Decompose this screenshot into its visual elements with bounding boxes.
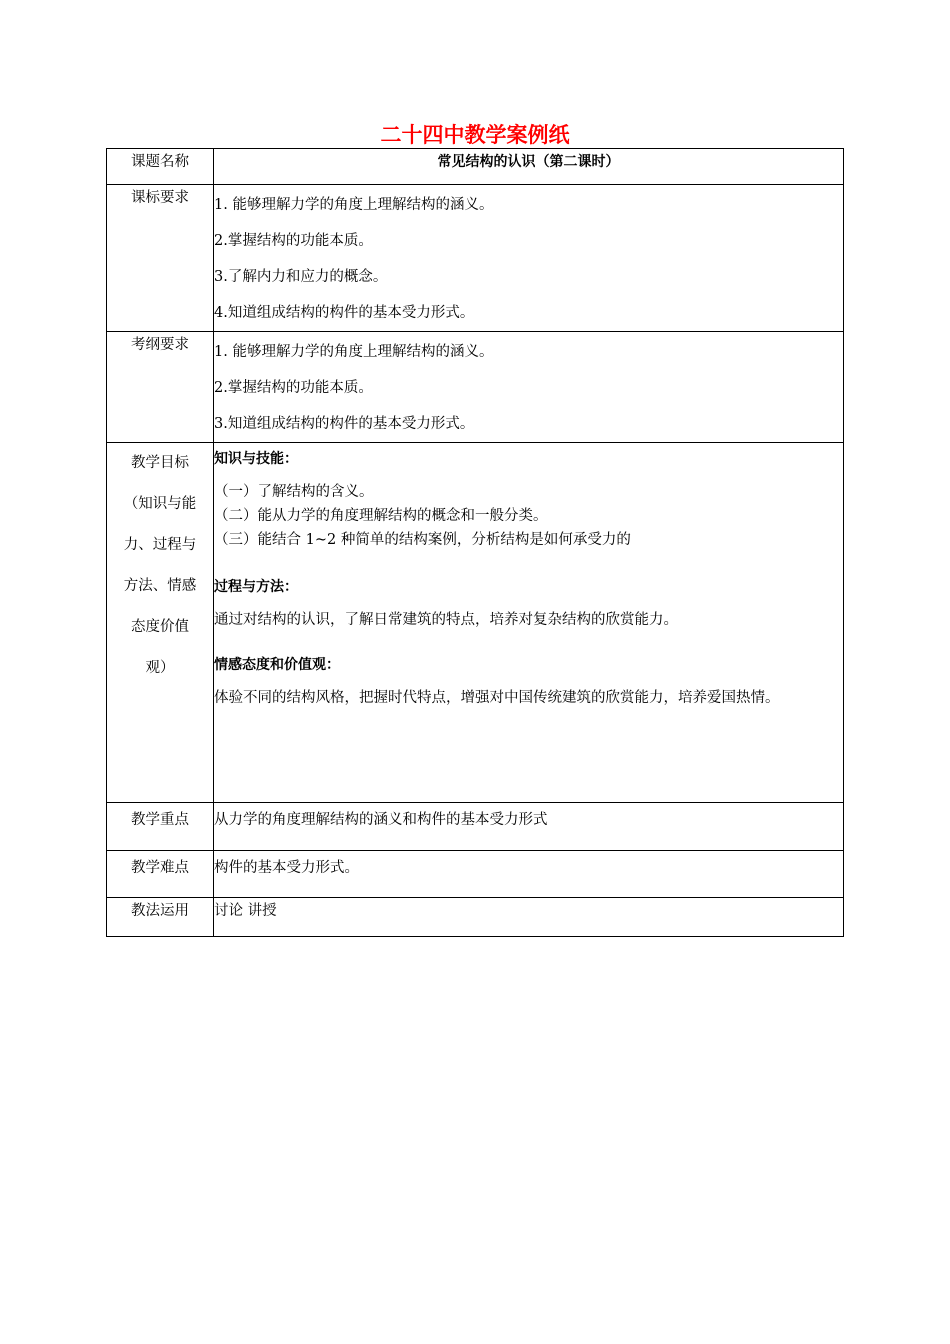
knowledge-item: （一）了解结构的含义。 [214,484,374,500]
topic-value: 常见结构的认识（第二课时） [437,154,620,170]
key-point-label: 教学重点 [131,812,189,828]
method-label: 教法运用 [131,903,189,919]
goals-label-line: 观） [145,660,175,676]
exam-item: 3.知道组成结构的构件的基本受力形式。 [214,416,475,432]
topic-label-cell [107,149,214,185]
emotion-heading: 情感态度和价值观： [214,657,340,673]
goals-label-line: 方法、情感 [123,578,197,594]
goals-label-line: 态度价值 [131,619,189,635]
table-row [107,443,844,803]
key-point-value-cell [214,803,844,851]
key-point-label-cell [107,803,214,851]
curriculum-label: 课标要求 [131,190,189,206]
curriculum-content-cell [214,185,844,332]
table-row [107,898,844,937]
method-label-cell [107,898,214,937]
goals-label-line: （知识与能 [123,496,197,512]
difficulty-label-cell [107,851,214,898]
exam-label-cell [107,332,214,443]
emotion-text: 体验不同的结构风格，把握时代特点，增强对中国传统建筑的欣赏能力，培养爱国热情。 [214,690,780,706]
process-heading: 过程与方法： [214,579,298,595]
process-text: 通过对结构的认识，了解日常建筑的特点，培养对复杂结构的欣赏能力。 [214,612,678,628]
table-row [107,332,844,443]
exam-label: 考纲要求 [131,337,189,353]
curriculum-label-cell [107,185,214,332]
lesson-case-table [106,148,844,937]
difficulty-value: 构件的基本受力形式。 [214,860,359,876]
key-point-value: 从力学的角度理解结构的涵义和构件的基本受力形式 [214,812,548,828]
table-row [107,803,844,851]
table-row [107,851,844,898]
knowledge-item: （二）能从力学的角度理解结构的概念和一般分类。 [214,508,548,524]
topic-label: 课题名称 [131,154,189,170]
table-row [107,185,844,332]
exam-item: 1. 能够理解力学的角度上理解结构的涵义。 [214,344,494,360]
curriculum-item: 2.掌握结构的功能本质。 [214,233,373,249]
knowledge-item: （三）能结合 1~2 种简单的结构案例，分析结构是如何承受力的 [214,532,631,548]
exam-content-cell [214,332,844,443]
goals-label-line: 力、过程与 [123,537,197,553]
method-value-cell [214,898,844,937]
goals-content-cell [214,443,844,803]
table-row [107,149,844,185]
curriculum-item: 4.知道组成结构的构件的基本受力形式。 [214,305,475,321]
goals-label-line: 教学目标 [131,455,189,471]
document-title: 二十四中教学案例纸 [380,123,570,147]
curriculum-item: 3.了解内力和应力的概念。 [214,269,388,285]
difficulty-label: 教学难点 [131,860,189,876]
method-value: 讨论 讲授 [214,903,277,919]
difficulty-value-cell [214,851,844,898]
topic-value-cell [214,149,844,185]
knowledge-heading: 知识与技能： [214,451,298,467]
goals-label-cell [107,443,214,803]
curriculum-item: 1. 能够理解力学的角度上理解结构的涵义。 [214,197,494,213]
exam-item: 2.掌握结构的功能本质。 [214,380,373,396]
